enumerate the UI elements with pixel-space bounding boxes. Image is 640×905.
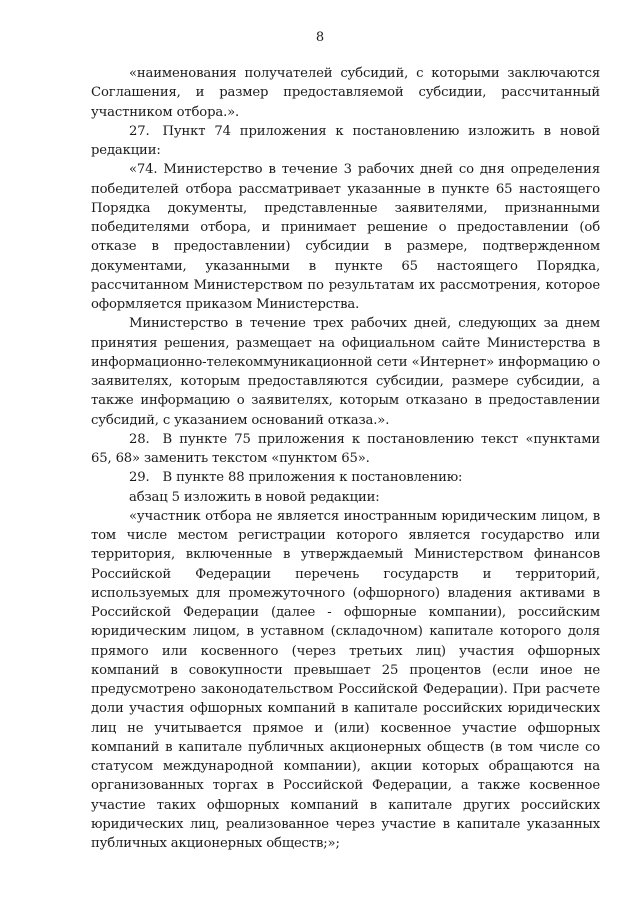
paragraph-item-28: 28. В пункте 75 приложения к постановлению текст «пунктами 65, 68» заменить текстом «пунктом 65». bbox=[91, 431, 600, 466]
paragraph-ministry-publication: Министерство в течение трех рабочих дней, следующих за днем принятия решения, размещает на официальном сайте Министерства в информационно-телекоммуникационной сети «Интернет» информацию о заявителях, которым предоставляются субсидии, размере субсидии, а также информацию о заявителях, которым отказано в предоставлении субсидий, с указанием оснований отказа.». bbox=[91, 316, 600, 428]
document-body bbox=[91, 64, 600, 853]
paragraph-item-29: 29. В пункте 88 приложения к постановлению: bbox=[129, 470, 463, 486]
paragraph-abzac-5: абзац 5 изложить в новой редакции: bbox=[129, 489, 380, 505]
page-number: 8 bbox=[315, 30, 325, 45]
paragraph-offshore-clause: «участник отбора не является иностранным юридическим лицом, в том числе местом регистрации которого является государство или территория, включенные в утверждаемый Министерством финансов Российской Федерации перечень государств и территорий, используемых для промежуточного (офшорного) владения активами в Российской Федерации (далее - офшорные компании), российским юридическим лицом, в уставном (складочном) капитале которого доля прямого или косвенного (через третьих лиц) участия офшорных компаний в совокупности превышает 25 процентов (если иное не предусмотрено законодательством Российской Федерации). При расчете доли участия офшорных компаний в капитале российских юридических лиц не учитывается прямое и (или) косвенное участие офшорных компаний в капитале публичных акционерных обществ (в том числе со статусом международной компании), акции которых обращаются на организованных торгах в Российской Федерации, а также косвенное участие таких офшорных компаний в капитале других российских юридических лиц, реализованное через участие в капитале указанных публичных акционерных обществ;»; bbox=[91, 508, 600, 851]
paragraph-item-27: 27. Пункт 74 приложения к постановлению изложить в новой редакции: bbox=[91, 123, 600, 158]
paragraph-subsidy-recipients: «наименования получателей субсидий, с которыми заключаются Соглашения, и размер предоставляемой субсидии, рассчитанный участником отбора.». bbox=[91, 66, 600, 120]
paragraph-point-74: «74. Министерство в течение 3 рабочих дней со дня определения победителей отбора рассматривает указанные в пункте 65 настоящего Порядка документы, представленные заявителями, признанными победителями отбора, и принимает решение о предоставлении (об отказе в предоставлении) субсидии в размере, подтвержденном документами, указанными в пункте 65 настоящего Порядка, рассчитанном Министерством по результатам их рассмотрения, которое оформляется приказом Министерства. bbox=[91, 162, 600, 312]
